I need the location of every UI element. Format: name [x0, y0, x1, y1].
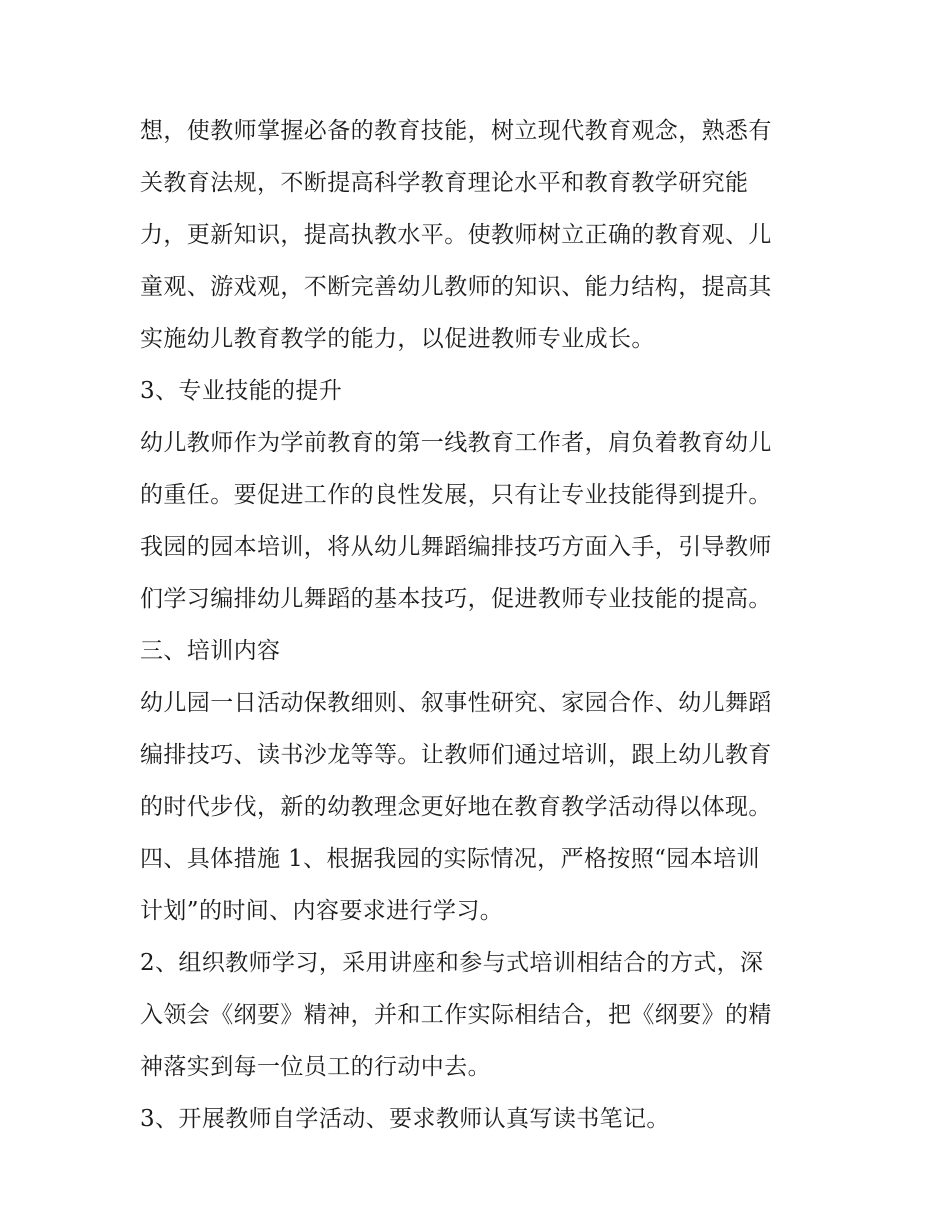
text-line: 童观、游戏观，不断完善幼儿教师的知识、能力结构，提高其: [140, 274, 772, 300]
document-body: [140, 108, 820, 1148]
text-line: 实施幼儿教育教学的能力，以促进教师专业成长。: [140, 326, 655, 352]
text-line: 关教育法规，不断提高科学教育理论水平和教育教学研究能: [140, 170, 749, 196]
text-line: 2、组织教师学习，采用讲座和参与式培训相结合的方式，深: [140, 950, 764, 976]
text-line: 3、开展教师自学活动、要求教师认真写读书笔记。: [140, 1106, 670, 1132]
section-heading: 三、培训内容: [140, 638, 281, 664]
section-heading: 3、专业技能的提升: [140, 378, 343, 404]
text-line: 入领会《纲要》精神，并和工作实际相结合，把《纲要》的精: [140, 1002, 772, 1028]
text-line: 们学习编排幼儿舞蹈的基本技巧，促进教师专业技能的提高。: [140, 586, 772, 612]
text-line: 力，更新知识，提高执教水平。使教师树立正确的教育观、儿: [140, 222, 772, 248]
text-line: 计划”的时间、内容要求进行学习。: [140, 898, 504, 924]
text-line: 幼儿教师作为学前教育的第一线教育工作者，肩负着教育幼儿: [140, 430, 772, 456]
section-heading: 四、具体措施 1、根据我园的实际情况，严格按照“园本培训: [140, 846, 760, 872]
text-line: 我园的园本培训，将从幼儿舞蹈编排技巧方面入手，引导教师: [140, 534, 772, 560]
text-line: 神落实到每一位员工的行动中去。: [140, 1054, 491, 1080]
text-line: 想，使教师掌握必备的教育技能，树立现代教育观念，熟悉有: [140, 118, 772, 144]
text-line: 的时代步伐，新的幼教理念更好地在教育教学活动得以体现。: [140, 794, 772, 820]
text-line: 幼儿园一日活动保教细则、叙事性研究、家园合作、幼儿舞蹈: [140, 690, 772, 716]
text-line: 的重任。要促进工作的良性发展，只有让专业技能得到提升。: [140, 482, 772, 508]
text-line: 编排技巧、读书沙龙等等。让教师们通过培训，跟上幼儿教育: [140, 742, 772, 768]
